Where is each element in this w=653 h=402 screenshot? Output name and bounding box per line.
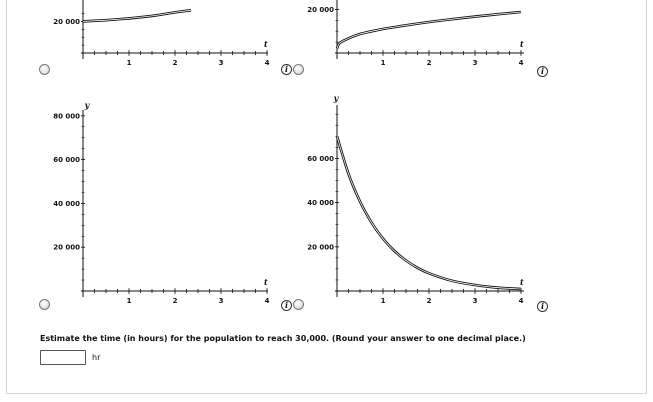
x-axis-label: t xyxy=(264,39,268,49)
graph-option-2 xyxy=(307,0,524,67)
y-tick-label: 20 000 xyxy=(53,17,80,26)
info-icon[interactable]: i xyxy=(281,300,292,311)
x-tick-label: 4 xyxy=(264,297,270,305)
x-tick-label: 1 xyxy=(126,59,132,67)
y-axis-label: y xyxy=(333,93,339,103)
info-icon[interactable]: i xyxy=(537,66,548,77)
curve-outline xyxy=(337,12,521,49)
x-tick-label: 1 xyxy=(126,297,132,305)
x-tick-label: 4 xyxy=(518,59,524,67)
x-tick-label: 2 xyxy=(172,297,178,305)
curve-outline xyxy=(337,136,521,289)
graph-option-4-radio[interactable] xyxy=(293,299,304,310)
x-tick-label: 4 xyxy=(264,59,270,67)
y-tick-label: 40 000 xyxy=(307,199,334,208)
y-tick-label: 80 000 xyxy=(53,112,80,121)
y-axis-label: y xyxy=(84,100,90,110)
graph-option-1 xyxy=(53,0,269,67)
y-tick-label: 20 000 xyxy=(307,5,334,14)
y-tick-label: 20 000 xyxy=(53,243,80,252)
x-tick-label: 2 xyxy=(426,59,432,67)
x-axis-label: t xyxy=(520,39,524,49)
x-tick-label: 1 xyxy=(380,297,386,305)
answer-input[interactable] xyxy=(40,350,86,365)
graph-option-4 xyxy=(307,93,524,305)
x-tick-label: 1 xyxy=(380,59,386,67)
info-icon[interactable]: i xyxy=(281,64,292,75)
x-tick-label: 2 xyxy=(426,297,432,305)
y-tick-label: 60 000 xyxy=(53,156,80,165)
x-tick-label: 3 xyxy=(472,297,478,305)
x-tick-label: 4 xyxy=(518,297,524,305)
graph-option-3-radio[interactable] xyxy=(39,299,50,310)
graph-option-1-radio[interactable] xyxy=(39,64,50,75)
x-tick-label: 3 xyxy=(472,59,478,67)
answer-unit: hr xyxy=(92,353,101,362)
curve-line xyxy=(337,12,521,49)
x-axis-label: t xyxy=(264,277,268,287)
curve-outline xyxy=(83,10,191,21)
graph-option-3 xyxy=(53,100,269,305)
y-tick-label: 60 000 xyxy=(307,154,334,163)
x-tick-label: 3 xyxy=(218,59,224,67)
y-tick-label: 20 000 xyxy=(307,243,334,252)
info-icon[interactable]: i xyxy=(537,301,548,312)
x-tick-label: 2 xyxy=(172,59,178,67)
graph-option-2-radio[interactable] xyxy=(293,64,304,75)
y-tick-label: 40 000 xyxy=(53,199,80,208)
question-text: Estimate the time (in hours) for the population to reach 30,000. (Round your answer to one decimal place.) xyxy=(40,334,526,343)
x-tick-label: 3 xyxy=(218,297,224,305)
x-axis-label: t xyxy=(520,277,524,287)
